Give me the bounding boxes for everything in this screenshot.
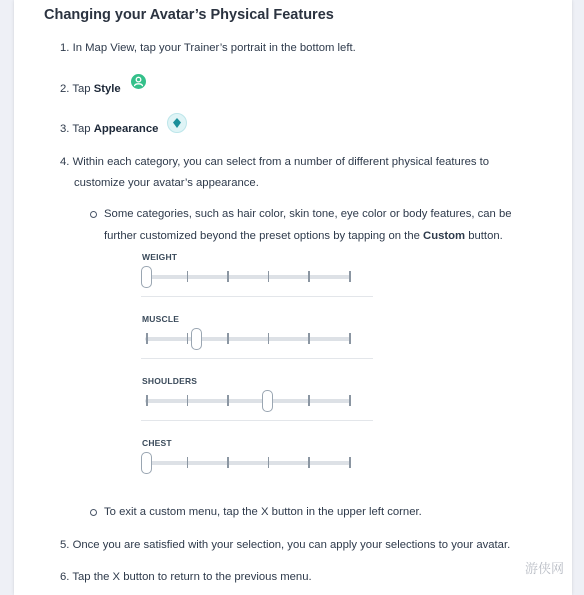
slider-tick bbox=[268, 333, 270, 344]
step-1 bbox=[60, 38, 356, 59]
step-4 bbox=[60, 152, 489, 173]
step-6 bbox=[60, 567, 312, 588]
slider-tick bbox=[349, 395, 351, 406]
slider-chest bbox=[141, 438, 373, 484]
slider-label: SHOULDERS bbox=[142, 376, 198, 386]
slider-tick bbox=[268, 457, 270, 468]
style-label: Style bbox=[93, 83, 121, 95]
step-text-line1: Within each category, you can select from a number of different physical features to bbox=[72, 156, 490, 168]
step-number: 1. bbox=[60, 42, 70, 54]
slider-tick bbox=[308, 395, 310, 406]
slider-label: CHEST bbox=[142, 438, 172, 448]
slider-tick bbox=[308, 457, 310, 468]
slider-tick bbox=[308, 271, 310, 282]
watermark-logo: 游侠网 bbox=[524, 562, 564, 577]
slider-track[interactable] bbox=[145, 461, 350, 465]
slider-tick bbox=[146, 395, 148, 406]
slider-tick bbox=[146, 333, 148, 344]
slider-tick bbox=[268, 271, 270, 282]
sub-bullet-1-line2 bbox=[104, 226, 503, 247]
slider-track[interactable] bbox=[145, 337, 350, 341]
appearance-icon bbox=[167, 113, 187, 133]
step-text: In Map View, tap your Trainer’s portrait in the bottom left. bbox=[72, 42, 356, 54]
slider-label: WEIGHT bbox=[142, 252, 178, 262]
slider-thumb[interactable] bbox=[262, 390, 273, 412]
step-4-continued bbox=[74, 173, 259, 194]
step-3 bbox=[60, 119, 158, 140]
step-number: 5. bbox=[60, 539, 70, 551]
sub-text: button. bbox=[465, 230, 503, 242]
style-person-icon bbox=[131, 74, 146, 89]
help-article bbox=[14, 0, 572, 595]
slider-track[interactable] bbox=[145, 275, 350, 279]
step-number: 6. bbox=[60, 571, 70, 583]
sub-text: further customized beyond the preset options by tapping on the bbox=[104, 230, 424, 242]
list-bullet bbox=[90, 509, 97, 516]
slider-track[interactable] bbox=[145, 399, 350, 403]
slider-thumb[interactable] bbox=[141, 266, 152, 288]
step-prefix: Tap bbox=[72, 123, 94, 135]
step-text: Tap the X button to return to the previous menu. bbox=[72, 571, 312, 583]
step-number: 2. bbox=[60, 83, 70, 95]
slider-tick bbox=[227, 457, 229, 468]
page-title: Changing your Avatar’s Physical Features bbox=[44, 7, 334, 23]
slider-thumb[interactable] bbox=[141, 452, 152, 474]
slider-tick bbox=[187, 271, 189, 282]
slider-weight bbox=[141, 252, 373, 298]
step-text: Once you are satisfied with your selection, you can apply your selections to your avatar. bbox=[72, 539, 511, 551]
list-bullet bbox=[90, 211, 97, 218]
step-prefix: Tap bbox=[72, 83, 94, 95]
sub-bullet-2: To exit a custom menu, tap the X button in the upper left corner. bbox=[104, 506, 422, 518]
slider-tick bbox=[187, 457, 189, 468]
slider-tick bbox=[187, 395, 189, 406]
slider-label: MUSCLE bbox=[142, 314, 180, 324]
step-number: 4. bbox=[60, 156, 70, 168]
divider bbox=[141, 358, 373, 359]
slider-thumb[interactable] bbox=[191, 328, 202, 350]
divider bbox=[141, 296, 373, 297]
step-5 bbox=[60, 535, 510, 556]
divider bbox=[141, 420, 373, 421]
slider-muscle bbox=[141, 314, 373, 360]
slider-tick bbox=[187, 333, 189, 344]
slider-tick bbox=[349, 271, 351, 282]
appearance-label: Appearance bbox=[93, 123, 159, 135]
slider-tick bbox=[308, 333, 310, 344]
slider-tick bbox=[349, 333, 351, 344]
step-text-line2: customize your avatar’s appearance. bbox=[74, 177, 259, 189]
slider-tick bbox=[349, 457, 351, 468]
step-number: 3. bbox=[60, 123, 70, 135]
custom-label: Custom bbox=[423, 230, 466, 242]
slider-tick bbox=[227, 395, 229, 406]
slider-tick bbox=[227, 271, 229, 282]
step-2 bbox=[60, 79, 121, 100]
sub-bullet-1-line1: Some categories, such as hair color, skin tone, eye color or body features, can be bbox=[104, 208, 512, 220]
slider-shoulders bbox=[141, 376, 373, 422]
slider-tick bbox=[227, 333, 229, 344]
